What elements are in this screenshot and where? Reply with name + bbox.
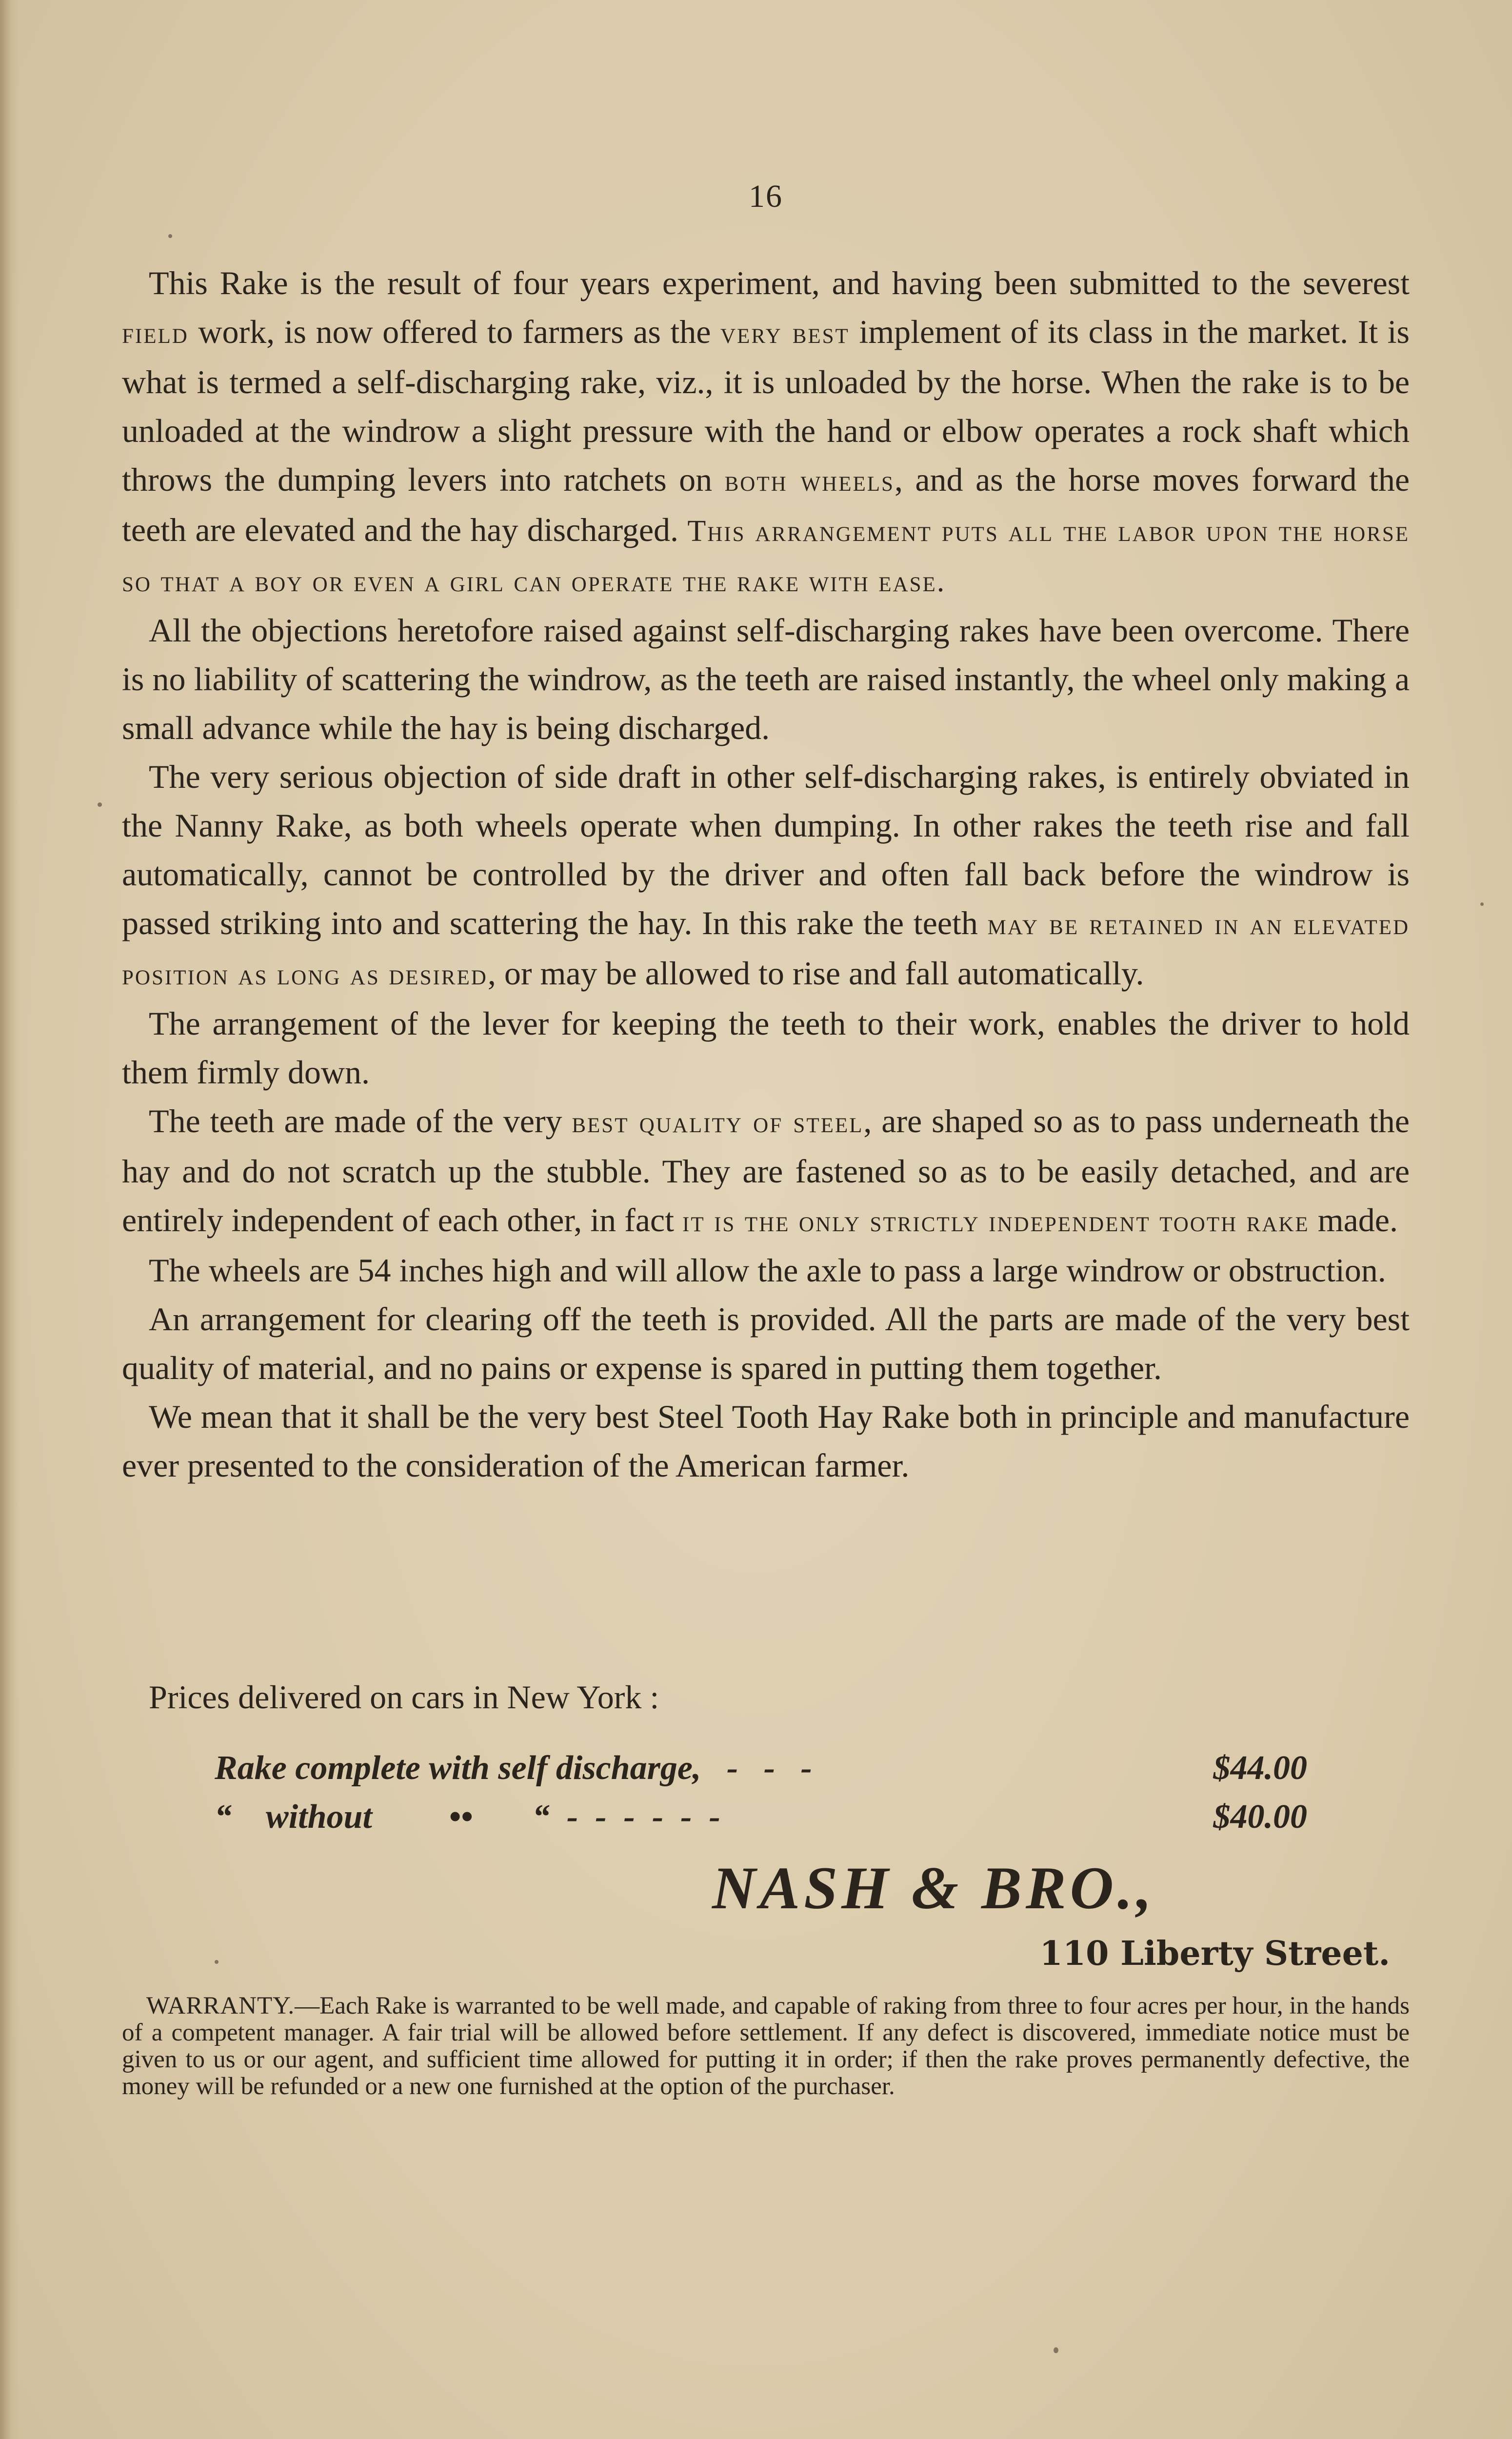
- company-address: 110 Liberty Street.: [1039, 1934, 1390, 1973]
- paragraph: [122, 752, 1410, 999]
- paragraph-text: An arrangement for clearing off the teeth is provided. All the parts are made of the very best quality of material, and no pains or expense is spared in putting them together.: [122, 1300, 1410, 1386]
- paragraph-text: The very serious objection of side draft in other self-discharging rakes, is entirely obviated in the Nanny Rake, as both wheels operate when dumping. In other rakes the teeth rise and fall automatically, cannot be controlled by the driver and often fall back before the windrow is passed striking into and scattering the hay. In this rake the teeth: [122, 758, 1410, 941]
- small-caps-text: very best: [720, 317, 850, 350]
- paragraph: [122, 999, 1410, 1097]
- warranty-notice: [122, 1993, 1410, 2100]
- print-speck: [98, 802, 102, 807]
- paragraph-text: We mean that it shall be the very best Steel Tooth Hay Rake both in principle and manufacture ever presented to the consideration of the American farmer.: [122, 1398, 1410, 1484]
- paragraph-text: This Rake is the result of four years experiment, and having been submitted to the severest: [149, 264, 1410, 301]
- paragraph-text: implement of its class in the market. It is what is termed a self-discharging rake, viz., it is unloaded by the horse. When the rake is to be unloaded at the windrow a slight pressure with the hand or elbow operates a rock shaft which throws the dumping levers into ratchets on: [122, 313, 1410, 498]
- small-caps-text: may be retained in an elevated position as long as desired: [122, 908, 1410, 991]
- small-caps-text: This arrangement puts all the labor upon the horse so that a boy or even a girl can operate the rake with ease.: [122, 515, 1410, 598]
- page-number: 16: [749, 179, 783, 214]
- price-description: Rake complete with self discharge, - - -: [215, 1749, 812, 1787]
- paragraph: [122, 606, 1410, 752]
- paragraph: [122, 1246, 1410, 1295]
- print-speck: [1054, 2347, 1058, 2353]
- paragraph: [122, 259, 1410, 606]
- price-row: [215, 1749, 1307, 1798]
- small-caps-text: field: [122, 317, 189, 350]
- price-list: [215, 1749, 1307, 1846]
- print-speck: [168, 234, 172, 238]
- warranty-text: —Each Rake is warranted to be well made, and capable of raking from three to four acres per hour, in the hands of a competent manager. A fair trial will be allowed before settlement. If any defect is discovered, immediate notice must be given to us or our agent, and sufficient time allowed for putting it in order; if then the rake proves permanently defective, the money will be refunded or a new one furnished at the option of the purchaser.: [122, 1992, 1410, 2100]
- paragraph-text: , and as the horse moves forward the teeth are elevated and the hay discharged.: [122, 461, 1410, 548]
- price-description: “ without •• “ - - - - - -: [215, 1798, 720, 1836]
- paragraph-text: The wheels are 54 inches high and will allow the axle to pass a large windrow or obstruction.: [149, 1252, 1386, 1289]
- paragraph-text: work, is now offered to farmers as the: [188, 313, 720, 350]
- paragraph: [122, 1295, 1410, 1392]
- page-edge-shadow: [0, 0, 20, 2439]
- paragraph-text: The arrangement of the lever for keeping the teeth to their work, enables the driver to hold them firmly down.: [122, 1005, 1410, 1091]
- print-speck: [215, 1960, 219, 1964]
- small-caps-text: both wheels: [724, 464, 895, 498]
- warranty-label: WARRANTY.: [146, 1992, 295, 2019]
- print-speck: [1480, 902, 1484, 906]
- paragraph-text: The teeth are made of the very: [149, 1102, 572, 1140]
- paragraph: [122, 1392, 1410, 1490]
- paragraph-text: All the objections heretofore raised against self-discharging rakes have been overcome. There is no liability of scattering the windrow, as the teeth are raised instantly, the wheel only making a small advance while the hay is being discharged.: [122, 612, 1410, 746]
- paragraph: [122, 1097, 1410, 1246]
- price-row: [215, 1798, 1307, 1846]
- small-caps-text: best quality of steel: [572, 1106, 864, 1139]
- paragraph-text: made.: [1309, 1201, 1398, 1239]
- paragraph-text: , or may be allowed to rise and fall automatically.: [487, 955, 1144, 992]
- price-amount: $40.00: [1213, 1798, 1307, 1836]
- small-caps-text: it is the only strictly independent tooth rake: [682, 1205, 1310, 1238]
- company-name: NASH & BRO.,: [712, 1855, 1156, 1921]
- body-text: [122, 259, 1410, 1490]
- paragraph-text: , are shaped so as to pass underneath the hay and do not scratch up the stubble. They are fastened so as to be easily detached, and are entirely independent of each other, in fact: [122, 1102, 1410, 1239]
- prices-intro: Prices delivered on cars in New York :: [149, 1679, 659, 1716]
- price-amount: $44.00: [1213, 1749, 1307, 1787]
